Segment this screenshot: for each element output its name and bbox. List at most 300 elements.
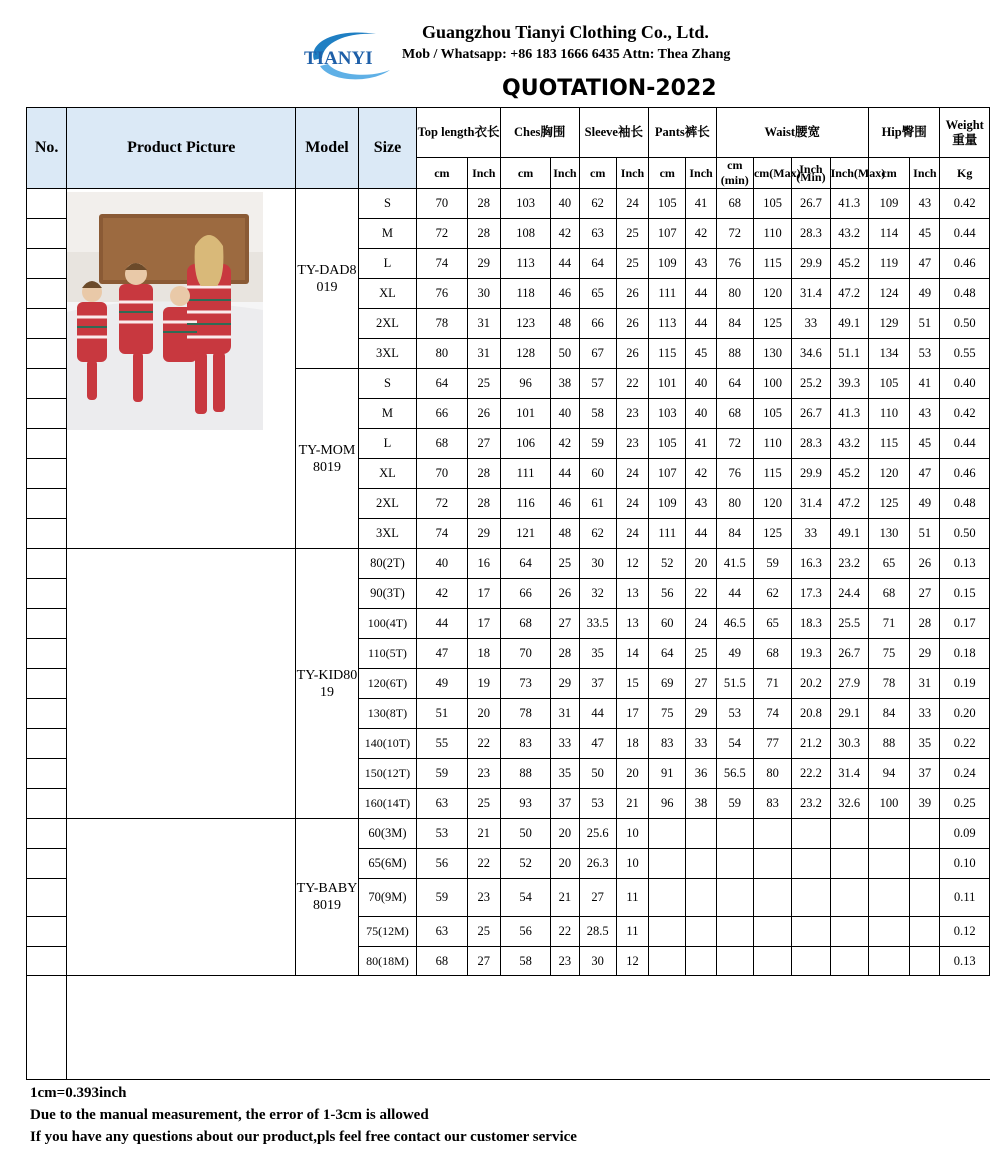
- value-cell: 80: [716, 489, 753, 519]
- value-cell: 69: [649, 669, 686, 699]
- value-cell: [910, 879, 940, 917]
- value-cell: [716, 819, 753, 849]
- value-cell: 109: [649, 249, 686, 279]
- value-cell: 56.5: [716, 759, 753, 789]
- value-cell: 25.5: [830, 609, 868, 639]
- value-cell: 43: [910, 189, 940, 219]
- value-cell: [792, 879, 830, 917]
- value-cell: 29: [686, 699, 716, 729]
- value-cell: 33: [792, 519, 830, 549]
- value-cell: 32.6: [830, 789, 868, 819]
- value-cell: 30: [467, 279, 500, 309]
- size-cell: 2XL: [358, 489, 416, 519]
- value-cell: 20: [686, 549, 716, 579]
- size-cell: 70(9M): [358, 879, 416, 917]
- value-cell: 0.42: [940, 399, 990, 429]
- unit-inch: Inch: [910, 158, 940, 189]
- value-cell: 74: [417, 519, 467, 549]
- value-cell: 40: [551, 189, 579, 219]
- value-cell: 36: [686, 759, 716, 789]
- value-cell: 44: [417, 609, 467, 639]
- value-cell: 84: [716, 309, 753, 339]
- value-cell: 0.48: [940, 279, 990, 309]
- value-cell: 28.3: [792, 219, 830, 249]
- value-cell: 45: [686, 339, 716, 369]
- value-cell: 35: [551, 759, 579, 789]
- value-cell: 42: [417, 579, 467, 609]
- value-cell: [792, 947, 830, 976]
- value-cell: 63: [417, 917, 467, 947]
- value-cell: 91: [649, 759, 686, 789]
- unit-inch-min: Inch (Min): [792, 158, 830, 189]
- value-cell: 49: [910, 279, 940, 309]
- value-cell: 0.18: [940, 639, 990, 669]
- value-cell: [649, 917, 686, 947]
- value-cell: 28: [467, 489, 500, 519]
- value-cell: 100: [753, 369, 791, 399]
- value-cell: 29.9: [792, 459, 830, 489]
- value-cell: 29: [467, 249, 500, 279]
- value-cell: 52: [649, 549, 686, 579]
- value-cell: 65: [579, 279, 616, 309]
- value-cell: 26: [616, 339, 648, 369]
- unit-cm: cm: [579, 158, 616, 189]
- col-sleeve: Sleeve袖长: [579, 108, 649, 158]
- value-cell: [716, 849, 753, 879]
- value-cell: 38: [551, 369, 579, 399]
- value-cell: 25: [616, 219, 648, 249]
- value-cell: 115: [868, 429, 909, 459]
- value-cell: 68: [500, 609, 550, 639]
- value-cell: 0.55: [940, 339, 990, 369]
- value-cell: [830, 917, 868, 947]
- unit-cm: cm: [868, 158, 909, 189]
- value-cell: 28: [467, 189, 500, 219]
- value-cell: 33: [792, 309, 830, 339]
- col-picture: Product Picture: [67, 108, 296, 189]
- size-cell: 150(12T): [358, 759, 416, 789]
- value-cell: 63: [417, 789, 467, 819]
- value-cell: 10: [616, 819, 648, 849]
- value-cell: 26: [616, 309, 648, 339]
- value-cell: 128: [500, 339, 550, 369]
- value-cell: [686, 879, 716, 917]
- no-cell: [27, 699, 67, 729]
- value-cell: 50: [551, 339, 579, 369]
- value-cell: 73: [500, 669, 550, 699]
- size-cell: L: [358, 429, 416, 459]
- value-cell: 10: [616, 849, 648, 879]
- tianyi-logo: [300, 26, 396, 86]
- value-cell: 74: [753, 699, 791, 729]
- size-cell: 140(10T): [358, 729, 416, 759]
- value-cell: 24: [616, 459, 648, 489]
- value-cell: 88: [500, 759, 550, 789]
- value-cell: 21: [616, 789, 648, 819]
- value-cell: 37: [579, 669, 616, 699]
- value-cell: 23: [467, 759, 500, 789]
- value-cell: 59: [417, 879, 467, 917]
- value-cell: [868, 947, 909, 976]
- value-cell: 26: [467, 399, 500, 429]
- value-cell: 64: [716, 369, 753, 399]
- value-cell: 14: [616, 639, 648, 669]
- size-cell: S: [358, 369, 416, 399]
- value-cell: 40: [686, 369, 716, 399]
- size-cell: 110(5T): [358, 639, 416, 669]
- value-cell: 56: [500, 917, 550, 947]
- value-cell: 116: [500, 489, 550, 519]
- unit-cm-min: cm (min): [716, 158, 753, 189]
- no-cell: [27, 639, 67, 669]
- value-cell: 28: [551, 639, 579, 669]
- value-cell: 58: [500, 947, 550, 976]
- no-cell: [27, 917, 67, 947]
- value-cell: 0.46: [940, 249, 990, 279]
- blank-row: [27, 976, 990, 1080]
- value-cell: 111: [649, 519, 686, 549]
- value-cell: 0.09: [940, 819, 990, 849]
- value-cell: 40: [551, 399, 579, 429]
- no-cell: [27, 279, 67, 309]
- value-cell: 29.9: [792, 249, 830, 279]
- unit-cm-max: cm(Max): [753, 158, 791, 189]
- value-cell: 27: [579, 879, 616, 917]
- value-cell: 30: [579, 947, 616, 976]
- value-cell: 80: [753, 759, 791, 789]
- value-cell: 29: [551, 669, 579, 699]
- value-cell: 0.19: [940, 669, 990, 699]
- value-cell: 23: [467, 879, 500, 917]
- product-picture-cell: [67, 549, 296, 819]
- value-cell: 41: [686, 189, 716, 219]
- value-cell: 27: [467, 947, 500, 976]
- value-cell: 33: [551, 729, 579, 759]
- unit-cm: cm: [417, 158, 467, 189]
- value-cell: 25: [616, 249, 648, 279]
- no-cell: [27, 669, 67, 699]
- value-cell: [686, 819, 716, 849]
- value-cell: 22: [467, 729, 500, 759]
- model-cell: TY-BABY8019: [296, 819, 359, 976]
- value-cell: 45.2: [830, 459, 868, 489]
- value-cell: 45: [910, 429, 940, 459]
- value-cell: [716, 947, 753, 976]
- value-cell: 25: [467, 917, 500, 947]
- value-cell: [868, 917, 909, 947]
- no-cell: [27, 789, 67, 819]
- value-cell: 20: [551, 849, 579, 879]
- value-cell: 66: [417, 399, 467, 429]
- value-cell: 41.3: [830, 189, 868, 219]
- value-cell: 66: [500, 579, 550, 609]
- value-cell: [753, 947, 791, 976]
- value-cell: 53: [417, 819, 467, 849]
- value-cell: [649, 879, 686, 917]
- value-cell: 22: [686, 579, 716, 609]
- value-cell: 76: [417, 279, 467, 309]
- value-cell: 28.3: [792, 429, 830, 459]
- value-cell: 51: [910, 309, 940, 339]
- value-cell: 25.6: [579, 819, 616, 849]
- value-cell: 39.3: [830, 369, 868, 399]
- value-cell: 46: [551, 489, 579, 519]
- value-cell: 120: [868, 459, 909, 489]
- value-cell: 101: [649, 369, 686, 399]
- footer-conversion: 1cm=0.393inch: [30, 1085, 127, 1101]
- footer-tolerance: Due to the manual measurement, the error of 1-3cm is allowed: [30, 1107, 429, 1123]
- value-cell: 43: [686, 489, 716, 519]
- value-cell: 72: [417, 489, 467, 519]
- value-cell: 108: [500, 219, 550, 249]
- product-picture-cell: [67, 189, 296, 549]
- value-cell: 17: [467, 579, 500, 609]
- family-photo: [67, 192, 263, 430]
- size-cell: 60(3M): [358, 819, 416, 849]
- value-cell: 24: [616, 489, 648, 519]
- page-title: QUOTATION-2022: [502, 76, 717, 101]
- product-picture-cell: [67, 819, 296, 976]
- value-cell: 0.46: [940, 459, 990, 489]
- value-cell: 0.24: [940, 759, 990, 789]
- value-cell: 22: [616, 369, 648, 399]
- value-cell: 53: [910, 339, 940, 369]
- value-cell: [792, 849, 830, 879]
- unit-kg: Kg: [940, 158, 990, 189]
- value-cell: [910, 947, 940, 976]
- size-cell: XL: [358, 459, 416, 489]
- value-cell: 47.2: [830, 279, 868, 309]
- size-cell: 100(4T): [358, 609, 416, 639]
- no-cell: [27, 249, 67, 279]
- unit-cm: cm: [649, 158, 686, 189]
- value-cell: [686, 917, 716, 947]
- footer-contact: If you have any questions about our product,pls feel free contact our customer service: [30, 1129, 577, 1145]
- size-cell: 130(8T): [358, 699, 416, 729]
- value-cell: 134: [868, 339, 909, 369]
- value-cell: 63: [579, 219, 616, 249]
- value-cell: [830, 819, 868, 849]
- unit-inch: Inch: [686, 158, 716, 189]
- value-cell: 62: [753, 579, 791, 609]
- value-cell: 113: [649, 309, 686, 339]
- value-cell: 111: [500, 459, 550, 489]
- value-cell: 83: [753, 789, 791, 819]
- value-cell: 60: [649, 609, 686, 639]
- value-cell: 115: [649, 339, 686, 369]
- col-size: Size: [358, 108, 416, 189]
- value-cell: 24: [616, 519, 648, 549]
- table-row: [27, 549, 990, 579]
- value-cell: 119: [868, 249, 909, 279]
- value-cell: 17: [467, 609, 500, 639]
- value-cell: 50: [500, 819, 550, 849]
- value-cell: 27.9: [830, 669, 868, 699]
- value-cell: 37: [551, 789, 579, 819]
- value-cell: 0.50: [940, 519, 990, 549]
- value-cell: 45.2: [830, 249, 868, 279]
- value-cell: 124: [868, 279, 909, 309]
- value-cell: 24.4: [830, 579, 868, 609]
- value-cell: 88: [868, 729, 909, 759]
- value-cell: 25: [551, 549, 579, 579]
- value-cell: 42: [551, 429, 579, 459]
- value-cell: [830, 947, 868, 976]
- value-cell: [753, 819, 791, 849]
- value-cell: [649, 819, 686, 849]
- table-row: [27, 819, 990, 849]
- no-cell: [27, 976, 67, 1080]
- value-cell: 48: [551, 519, 579, 549]
- size-cell: 3XL: [358, 339, 416, 369]
- value-cell: 19: [467, 669, 500, 699]
- value-cell: 23.2: [792, 789, 830, 819]
- value-cell: 13: [616, 579, 648, 609]
- value-cell: 62: [579, 189, 616, 219]
- value-cell: 105: [649, 189, 686, 219]
- value-cell: 105: [868, 369, 909, 399]
- value-cell: 49.1: [830, 309, 868, 339]
- value-cell: 111: [649, 279, 686, 309]
- value-cell: 96: [500, 369, 550, 399]
- value-cell: 19.3: [792, 639, 830, 669]
- col-hip: Hip臀围: [868, 108, 940, 158]
- document-header: [0, 0, 1007, 106]
- value-cell: 105: [753, 399, 791, 429]
- value-cell: 125: [753, 309, 791, 339]
- value-cell: 22: [467, 849, 500, 879]
- size-cell: S: [358, 189, 416, 219]
- value-cell: 28: [467, 459, 500, 489]
- value-cell: 0.25: [940, 789, 990, 819]
- value-cell: 68: [868, 579, 909, 609]
- value-cell: 15: [616, 669, 648, 699]
- value-cell: 67: [579, 339, 616, 369]
- value-cell: 130: [753, 339, 791, 369]
- value-cell: [753, 849, 791, 879]
- value-cell: 47: [910, 249, 940, 279]
- value-cell: 26.7: [830, 639, 868, 669]
- col-waist: Waist腰宽: [716, 108, 868, 158]
- value-cell: [910, 849, 940, 879]
- value-cell: 31.4: [830, 759, 868, 789]
- value-cell: 0.12: [940, 917, 990, 947]
- blank-cell: [67, 976, 990, 1080]
- model-cell: TY-KID8019: [296, 549, 359, 819]
- no-cell: [27, 879, 67, 917]
- value-cell: 68: [753, 639, 791, 669]
- value-cell: 38: [686, 789, 716, 819]
- value-cell: 35: [579, 639, 616, 669]
- value-cell: [868, 819, 909, 849]
- value-cell: 44: [686, 279, 716, 309]
- value-cell: 21: [467, 819, 500, 849]
- value-cell: 53: [579, 789, 616, 819]
- value-cell: 12: [616, 549, 648, 579]
- value-cell: 26.3: [579, 849, 616, 879]
- no-cell: [27, 849, 67, 879]
- value-cell: 49.1: [830, 519, 868, 549]
- value-cell: 25: [467, 369, 500, 399]
- size-cell: 65(6M): [358, 849, 416, 879]
- value-cell: [910, 819, 940, 849]
- size-cell: M: [358, 399, 416, 429]
- value-cell: 110: [753, 429, 791, 459]
- value-cell: 0.10: [940, 849, 990, 879]
- value-cell: [830, 879, 868, 917]
- unit-inch: Inch: [616, 158, 648, 189]
- value-cell: 31: [467, 309, 500, 339]
- value-cell: 31: [551, 699, 579, 729]
- value-cell: 94: [868, 759, 909, 789]
- value-cell: 84: [716, 519, 753, 549]
- no-cell: [27, 309, 67, 339]
- value-cell: 0.11: [940, 879, 990, 917]
- col-top-length: Top length衣长: [417, 108, 501, 158]
- value-cell: 123: [500, 309, 550, 339]
- size-cell: 2XL: [358, 309, 416, 339]
- value-cell: 51.5: [716, 669, 753, 699]
- value-cell: 0.15: [940, 579, 990, 609]
- value-cell: 26.7: [792, 189, 830, 219]
- value-cell: 54: [500, 879, 550, 917]
- value-cell: [753, 917, 791, 947]
- value-cell: [753, 879, 791, 917]
- size-cell: M: [358, 219, 416, 249]
- value-cell: 43.2: [830, 429, 868, 459]
- value-cell: 109: [649, 489, 686, 519]
- value-cell: 59: [417, 759, 467, 789]
- size-cell: L: [358, 249, 416, 279]
- value-cell: 26: [616, 279, 648, 309]
- value-cell: 105: [649, 429, 686, 459]
- value-cell: 30.3: [830, 729, 868, 759]
- value-cell: 56: [417, 849, 467, 879]
- value-cell: 0.44: [940, 429, 990, 459]
- value-cell: 52: [500, 849, 550, 879]
- value-cell: 48: [551, 309, 579, 339]
- value-cell: 0.48: [940, 489, 990, 519]
- value-cell: 64: [579, 249, 616, 279]
- value-cell: 71: [868, 609, 909, 639]
- value-cell: 110: [753, 219, 791, 249]
- value-cell: 44: [551, 459, 579, 489]
- value-cell: 0.13: [940, 947, 990, 976]
- value-cell: 46: [551, 279, 579, 309]
- col-pants: Pants裤长: [649, 108, 717, 158]
- company-name: Guangzhou Tianyi Clothing Co., Ltd.: [422, 22, 709, 42]
- value-cell: 72: [716, 429, 753, 459]
- value-cell: 49: [716, 639, 753, 669]
- value-cell: 55: [417, 729, 467, 759]
- col-chest: Ches胸围: [500, 108, 579, 158]
- size-cell: 160(14T): [358, 789, 416, 819]
- logo-text: TIANYI: [304, 48, 373, 69]
- value-cell: 109: [868, 189, 909, 219]
- no-cell: [27, 819, 67, 849]
- value-cell: 23.2: [830, 549, 868, 579]
- value-cell: [868, 879, 909, 917]
- value-cell: 47: [579, 729, 616, 759]
- value-cell: 56: [649, 579, 686, 609]
- value-cell: 78: [417, 309, 467, 339]
- no-cell: [27, 339, 67, 369]
- value-cell: 101: [500, 399, 550, 429]
- value-cell: [686, 947, 716, 976]
- value-cell: 57: [579, 369, 616, 399]
- value-cell: 60: [579, 459, 616, 489]
- value-cell: 20: [616, 759, 648, 789]
